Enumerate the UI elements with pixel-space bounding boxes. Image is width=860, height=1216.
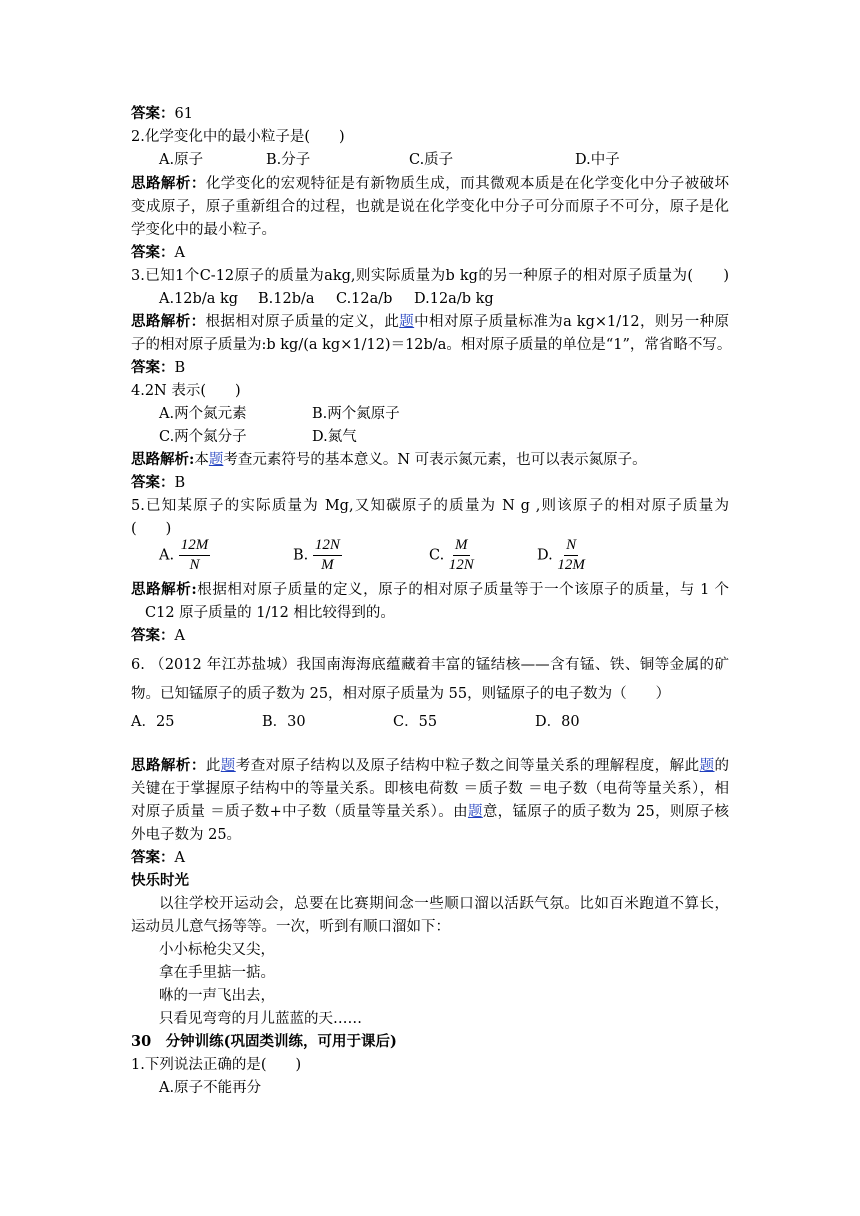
q3-answer: 答案：B bbox=[131, 359, 186, 376]
q4-option-d: D.氮气 bbox=[312, 429, 357, 445]
q3-stem: 3.已知1个C-12原子的质量为akg,则实际质量为b kg的另一种原子的相对原子质量为( ) bbox=[131, 268, 729, 284]
q2-option-a: A.原子 bbox=[159, 152, 204, 168]
q6-option-d: D．80 bbox=[535, 714, 580, 730]
q5-option-c: C. $\frac{M}{12N}$ bbox=[429, 537, 474, 573]
fraction: $\frac{N}{12M}$ bbox=[557, 537, 585, 573]
q1-answer: 答案：61 bbox=[131, 105, 193, 122]
fun-title: 快乐时光 bbox=[131, 872, 189, 889]
term-link[interactable]: 题 bbox=[399, 314, 415, 330]
q4-option-a: A.两个氮元素 bbox=[159, 406, 247, 422]
q4-option-c: C.两个氮分子 bbox=[159, 429, 247, 445]
q6-option-b: B．30 bbox=[262, 714, 306, 730]
q2-option-c: C.质子 bbox=[409, 152, 454, 168]
q2-analysis-line-3: 学变化中的最小粒子。 bbox=[131, 222, 276, 238]
poem-line-3: 咻的一声飞出去， bbox=[159, 988, 275, 1004]
q2-analysis-line-2: 变成原子，原子重新组合的过程，也就是说在化学变化中分子可分而原子不可分，原子是化 bbox=[131, 199, 729, 215]
q3-analysis-line-2: 子的相对原子质量为:b kg/(a kg×1/12)＝12b/a。相对原子质量的单位是“1”，常省略不写。 bbox=[131, 337, 732, 353]
term-link[interactable]: 题 bbox=[467, 804, 483, 820]
q2-answer: 答案：A bbox=[131, 244, 185, 261]
q6-answer: 答案：A bbox=[131, 849, 185, 866]
q4-stem: 4.2N 表示( ) bbox=[131, 383, 241, 399]
s-q1-stem: 1.下列说法正确的是( ) bbox=[131, 1057, 302, 1073]
q5-analysis-line-2: C12 原子质量的 1/12 相比较得到的。 bbox=[145, 605, 395, 621]
q2-option-b: B.分子 bbox=[266, 152, 311, 168]
q6-analysis-line-3: 对原子质量 ＝质子数+中子数（质量等量关系）。由题意，锰原子的质子数为 25，则原子核 bbox=[131, 804, 729, 820]
q3-option-c: C.12a/b bbox=[336, 291, 393, 307]
q6-analysis-line-4: 外电子数为 25。 bbox=[131, 827, 242, 843]
q2-analysis-line-1: 思路解析：化学变化的宏观特征是有新物质生成，而其微观本质是在化学变化中分子被破坏 bbox=[131, 175, 730, 192]
fraction: $\frac{12N}{M}$ bbox=[314, 537, 340, 573]
q4-option-b: B.两个氮原子 bbox=[312, 406, 400, 422]
q5-stem-line-2: ( ) bbox=[131, 521, 172, 537]
q5-stem-line-1: 5.已知某原子的实际质量为 Mg,又知碳原子的质量为 N g ,则该原子的相对原子质量为 bbox=[131, 498, 729, 514]
q6-option-a: A．25 bbox=[131, 714, 175, 730]
fraction: $\frac{M}{12N}$ bbox=[448, 537, 474, 573]
q5-option-b: B. $\frac{12N}{M}$ bbox=[293, 537, 340, 573]
fun-paragraph-line-1: 以往学校开运动会，总要在比赛期间念一些顺口溜以活跃气氛。比如百米跑道不算长， bbox=[159, 896, 729, 912]
term-link[interactable]: 题 bbox=[208, 452, 224, 468]
q5-answer: 答案：A bbox=[131, 627, 185, 644]
q6-stem-line-2: 物。已知锰原子的质子数为 25，相对原子质量为 55，则锰原子的电子数为（ ） bbox=[131, 686, 671, 702]
q6-option-c: C．55 bbox=[393, 714, 438, 730]
q4-answer: 答案：B bbox=[131, 474, 186, 491]
section-title: 30 分钟训练(巩固类训练，可用于课后) bbox=[131, 1033, 397, 1050]
term-link[interactable]: 题 bbox=[220, 758, 236, 774]
term-link[interactable]: 题 bbox=[699, 758, 715, 774]
q3-option-b: B.12b/a bbox=[258, 291, 315, 307]
q3-analysis-line-1: 思路解析：根据相对原子质量的定义，此题中相对原子质量标准为a kg×1/12，则另一种原 bbox=[131, 313, 729, 330]
q5-option-d: D. $\frac{N}{12M}$ bbox=[537, 537, 585, 573]
poem-line-1: 小小标枪尖又尖， bbox=[159, 942, 275, 958]
poem-line-2: 拿在手里掂一掂。 bbox=[159, 965, 275, 981]
q2-stem: 2.化学变化中的最小粒子是( ) bbox=[131, 129, 345, 145]
q2-option-d: D.中子 bbox=[575, 152, 620, 168]
s-q1-option-a: A.原子不能再分 bbox=[159, 1080, 262, 1096]
q5-analysis-line-1: 思路解析:根据相对原子质量的定义，原子的相对原子质量等于一个该原子的质量，与 1 个 bbox=[131, 581, 729, 598]
q5-option-a: A. $\frac{12M}{N}$ bbox=[159, 537, 209, 573]
q4-analysis: 思路解析:本题考查元素符号的基本意义。N 可表示氮元素，也可以表示氮原子。 bbox=[131, 451, 647, 468]
poem-line-4: 只看见弯弯的月儿蓝蓝的天…… bbox=[159, 1011, 362, 1027]
fun-paragraph-line-2: 运动员儿意气扬等等。一次，听到有顺口溜如下： bbox=[131, 919, 450, 935]
q6-analysis-line-1: 思路解析：此题考查对原子结构以及原子结构中粒子数之间等量关系的理解程度，解此题的 bbox=[131, 757, 730, 774]
q6-analysis-line-2: 关键在于掌握原子结构中的等量关系。即核电荷数 ＝质子数 ＝电子数（电荷等量关系），相 bbox=[131, 781, 729, 797]
fraction: $\frac{12M}{N}$ bbox=[180, 537, 209, 573]
q3-option-d: D.12a/b kg bbox=[414, 291, 494, 307]
q3-option-a: A.12b/a kg bbox=[159, 291, 239, 307]
q6-stem-line-1: 6. （2012 年江苏盐城）我国南海海底蕴藏着丰富的锰结核——含有锰、铁、铜等金属的矿 bbox=[131, 657, 729, 673]
